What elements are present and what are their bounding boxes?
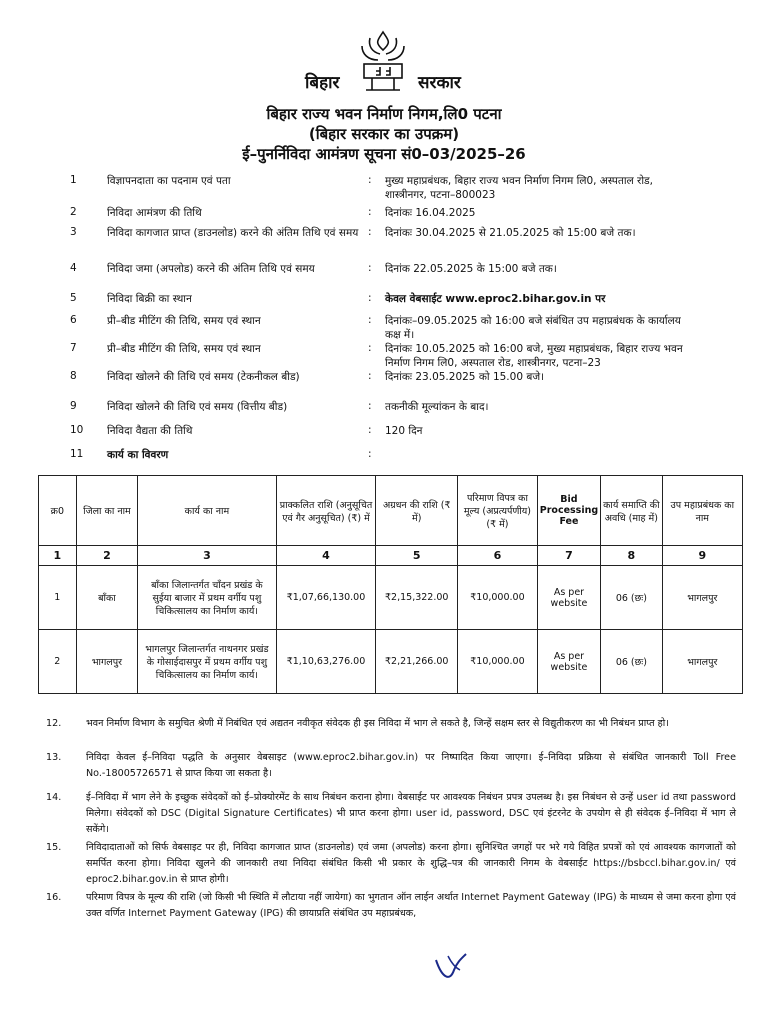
column-number: 2 xyxy=(76,546,138,566)
govt-name-right: सरकार xyxy=(418,73,461,93)
table-cell: ₹2,21,266.00 xyxy=(376,630,458,694)
note-number: 13. xyxy=(46,752,62,763)
column-header: अग्रधन की राशि (₹ में) xyxy=(376,476,458,546)
signature-mark-icon xyxy=(430,948,470,988)
column-number: 5 xyxy=(376,546,458,566)
detail-value: तकनीकी मूल्यांकन के बाद। xyxy=(385,401,489,413)
detail-value: दिनांकः–09.05.2025 को 16:00 बजे संबंधित उप महाप्रबंधक के कार्यालय कक्ष में। xyxy=(385,315,681,341)
table-row xyxy=(39,630,743,694)
column-number: 7 xyxy=(537,546,600,566)
column-header: क्र0 xyxy=(39,476,77,546)
table-cell: भागलपुर xyxy=(662,566,742,630)
detail-colon: : xyxy=(368,424,372,436)
detail-label: निविदा जमा (अपलोड) करने की अंतिम तिथि एवं समय xyxy=(107,263,315,275)
detail-colon: : xyxy=(368,370,372,382)
table-cell: ₹1,07,66,130.00 xyxy=(276,566,376,630)
detail-number: 9 xyxy=(70,400,77,412)
note-text: ई–निविदा में भाग लेने के इच्छुक संवेदकों को ई–प्रोक्योरमेंट के साथ निबंधन कराना होगा। वेबसाईट पर आवश्यक निबंधन प्रपत्र उपलब्ध है। इस निबंधन से उन्हें user id तथा password मिलेगा। संवेदकों को DSC (Digital Signature Certificates) भी प्राप्त करना होगा। user id, password, DSC एवं इंटरनेट के उपयोग से ही संवेदक ई–निविदा में भाग ले सकेंगे। xyxy=(86,792,736,835)
column-number: 9 xyxy=(662,546,742,566)
detail-number: 10 xyxy=(70,424,84,436)
table-cell: 06 (छः) xyxy=(601,630,662,694)
note-text: परिमाण विपत्र के मूल्य की राशि (जो किसी भी स्थिति में लौटाया नहीं जायेगा) का भुगतान ऑन लाईन अर्थात Internet Payment Gateway (IPG) के माध्यम से जमा करना होगा एवं उक्त वर्णित Internet Payment Gateway (IPG) की छायाप्रति संबंधित उप महाप्रबंधक, xyxy=(86,892,736,919)
column-header: उप महाप्रबंधक का नाम xyxy=(662,476,742,546)
column-header: प्राक्कलित राशि (अनुसूचित एवं गैर अनुसूचित) (₹) में xyxy=(276,476,376,546)
column-header: परिमाण विपत्र का मूल्य (अप्रत्यर्पणीय) (₹ में) xyxy=(458,476,538,546)
detail-colon: : xyxy=(368,174,372,186)
column-number: 6 xyxy=(458,546,538,566)
detail-label: निविदा वैद्यता की तिथि xyxy=(107,425,193,437)
table-row xyxy=(39,566,743,630)
detail-label: निविदा खोलने की तिथि एवं समय (वित्तीय बीड) xyxy=(107,401,288,413)
detail-label: कार्य का विवरण xyxy=(107,449,169,461)
organization-name: बिहार राज्य भवन निर्माण निगम,लि0 पटना xyxy=(266,105,502,123)
detail-number: 4 xyxy=(70,262,77,274)
table-cell: बाँका जिलान्तर्गत चाँदन प्रखंड के सुईया बाजार में प्रथम वर्गीय पशु चिकित्सालय का निर्माण कार्य। xyxy=(138,566,276,630)
detail-colon: : xyxy=(368,226,372,238)
detail-value: 120 दिन xyxy=(385,425,423,437)
table-cell: As per website xyxy=(537,566,600,630)
organization-subtitle: (बिहार सरकार का उपक्रम) xyxy=(308,125,460,143)
detail-colon: : xyxy=(368,342,372,354)
notice-title: ई–पुनर्निविदा आमंत्रण सूचना सं0–03/2025–26 xyxy=(242,145,526,163)
detail-colon: : xyxy=(368,314,372,326)
detail-number: 7 xyxy=(70,342,77,354)
table-cell: ₹10,000.00 xyxy=(458,630,538,694)
note-text: भवन निर्माण विभाग के समुचित श्रेणी में निबंधित एवं अद्यतन नवीकृत संवेदक ही इस निविदा में भाग ले सकते है, जिन्हें सक्षम स्तर से विद्युतीकरण का भी निबंधन प्राप्त हो। xyxy=(86,718,669,729)
detail-label: निविदा कागजात प्राप्त (डाउनलोड) करने की अंतिम तिथि एवं समय xyxy=(107,227,359,239)
column-number: 3 xyxy=(138,546,276,566)
column-header: Bid Processing Fee xyxy=(537,476,600,546)
detail-value: दिनांकः 23.05.2025 को 15.00 बजे। xyxy=(385,371,545,383)
column-header: कार्य का नाम xyxy=(138,476,276,546)
note-text: निविदादाताओं को सिर्फ वेबसाइट पर ही, निविदा कागजात प्राप्त (डाउनलोड) एवं जमा (अपलोड) करना होगा। सुनिश्चित जगहों पर भरे गये विहित प्रपत्रों को एवं आवश्यक कागजातों को समर्पित करना होगा। निविदा खुलने की जानकारी तथा निविदा संबंधित किसी भी प्रकार के शुद्धि–पत्र की जानकारी निगम के वेबसाईट https://bsbccl.bihar.gov.in/ एवं eproc2.bihar.gov.in से प्राप्त होगी। xyxy=(86,842,736,885)
table-cell: As per website xyxy=(537,630,600,694)
table-cell: 2 xyxy=(39,630,77,694)
detail-number: 5 xyxy=(70,292,77,304)
column-header: कार्य समाप्ति की अवधि (माह में) xyxy=(601,476,662,546)
govt-name-left: बिहार xyxy=(305,73,340,93)
detail-number: 11 xyxy=(70,448,84,460)
works-table xyxy=(38,475,743,694)
table-cell: भागलपुर जिलान्तर्गत नाथनगर प्रखंड के गोसाईदासपुर में प्रथम वर्गीय पशु चिकित्सालय का निर्माण कार्य। xyxy=(138,630,276,694)
table-cell: ₹1,10,63,276.00 xyxy=(276,630,376,694)
table-cell: भागलपुर xyxy=(76,630,138,694)
detail-label: प्री–बीड मीटिंग की तिथि, समय एवं स्थान xyxy=(107,315,261,327)
detail-number: 6 xyxy=(70,314,77,326)
detail-label: विज्ञापनदाता का पदनाम एवं पता xyxy=(107,175,231,187)
table-cell: 1 xyxy=(39,566,77,630)
note-number: 12. xyxy=(46,718,62,729)
note-number: 14. xyxy=(46,792,62,803)
column-number: 4 xyxy=(276,546,376,566)
detail-colon: : xyxy=(368,206,372,218)
detail-colon: : xyxy=(368,262,372,274)
detail-colon: : xyxy=(368,400,372,412)
column-number: 1 xyxy=(39,546,77,566)
detail-number: 1 xyxy=(70,174,77,186)
table-cell: ₹10,000.00 xyxy=(458,566,538,630)
note-text: निविदा केवल ई–निविदा पद्धति के अनुसार वेबसाइट (www.eproc2.bihar.gov.in) पर निष्पादित किया जाएगा। ई–निविदा प्रक्रिया से संबंधित जानकारी Toll Free No.-18005726571 से प्राप्त किया जा सकता है। xyxy=(86,752,736,779)
detail-colon: : xyxy=(368,292,372,304)
detail-value: दिनांक 22.05.2025 के 15:00 बजे तक। xyxy=(385,263,557,275)
bihar-govt-emblem-icon xyxy=(352,28,414,98)
table-column-number-row xyxy=(39,546,743,566)
detail-label: निविदा आमंत्रण की तिथि xyxy=(107,207,202,219)
table-cell: भागलपुर xyxy=(662,630,742,694)
detail-label: निविदा बिक्री का स्थान xyxy=(107,293,192,305)
column-header: जिला का नाम xyxy=(76,476,138,546)
detail-label: प्री–बीड मीटिंग की तिथि, समय एवं स्थान xyxy=(107,343,261,355)
detail-value: केवल वेबसाईट www.eproc2.bihar.gov.in पर xyxy=(385,293,606,305)
table-cell: बाँका xyxy=(76,566,138,630)
detail-value: दिनांकः 16.04.2025 xyxy=(385,207,476,219)
detail-number: 3 xyxy=(70,226,77,238)
note-number: 15. xyxy=(46,842,62,853)
detail-number: 8 xyxy=(70,370,77,382)
note-number: 16. xyxy=(46,892,62,903)
column-number: 8 xyxy=(601,546,662,566)
detail-value: दिनांकः 30.04.2025 से 21.05.2025 को 15:00 बजे तक। xyxy=(385,227,636,239)
table-cell: 06 (छः) xyxy=(601,566,662,630)
detail-label: निविदा खोलने की तिथि एवं समय (टेकनीकल बीड) xyxy=(107,371,300,383)
detail-colon: : xyxy=(368,448,372,460)
detail-value: मुख्य महाप्रबंधक, बिहार राज्य भवन निर्माण निगम लि0, अस्पताल रोड, शास्त्रीनगर, पटना–800023 xyxy=(385,175,654,201)
table-header-row xyxy=(39,476,743,546)
detail-number: 2 xyxy=(70,206,77,218)
table-cell: ₹2,15,322.00 xyxy=(376,566,458,630)
detail-value: दिनांकः 10.05.2025 को 16:00 बजे, मुख्य महाप्रबंधक, बिहार राज्य भवन निर्माण निगम लि0, अस्पताल रोड, शास्त्रीनगर, पटना–23 xyxy=(385,343,683,369)
